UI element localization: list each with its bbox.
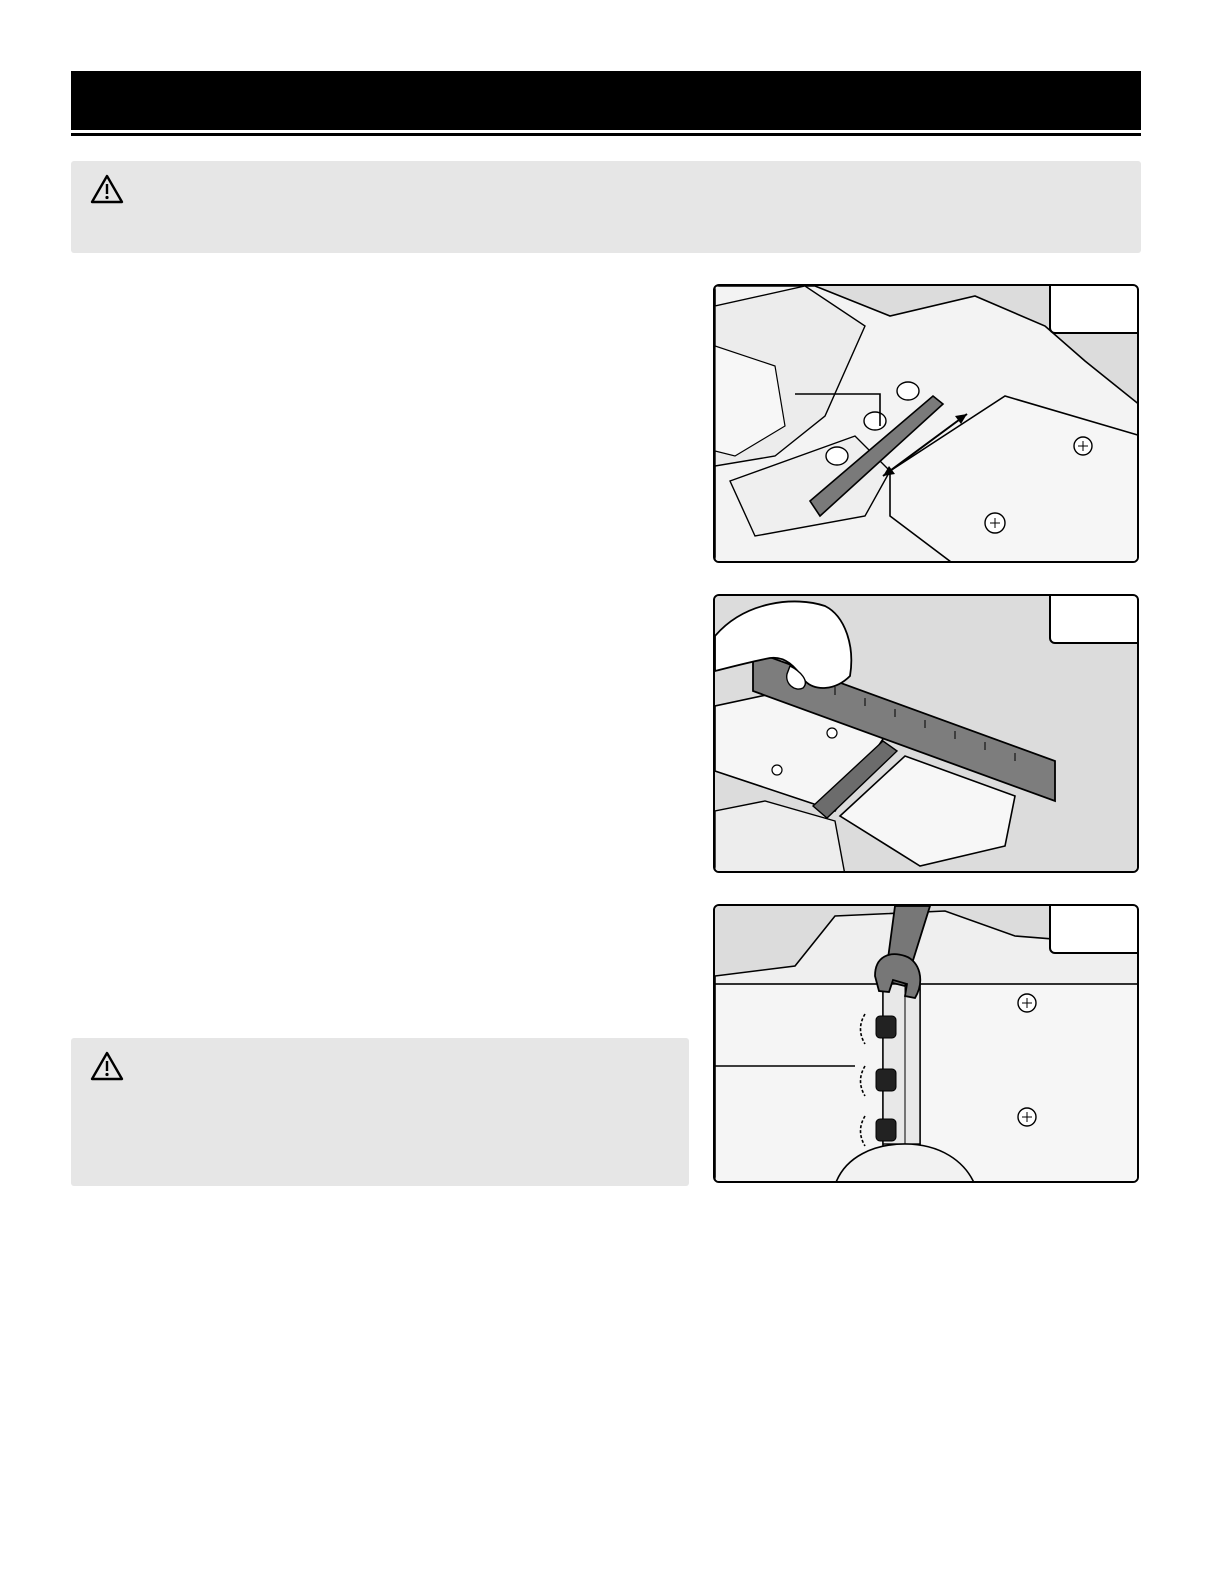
figure-1 — [713, 284, 1139, 563]
figure-3-label — [1049, 904, 1139, 954]
warning-triangle-icon — [89, 173, 125, 205]
warning-triangle-icon — [89, 1050, 125, 1082]
figure-2 — [713, 594, 1139, 873]
header-rule — [71, 133, 1141, 136]
figure-2-label — [1049, 594, 1139, 644]
section-header-bar — [71, 71, 1141, 130]
figure-1-label — [1049, 284, 1139, 334]
warning-box — [71, 161, 1141, 253]
figure-3 — [713, 904, 1139, 1183]
warning-box-lower — [71, 1038, 689, 1186]
